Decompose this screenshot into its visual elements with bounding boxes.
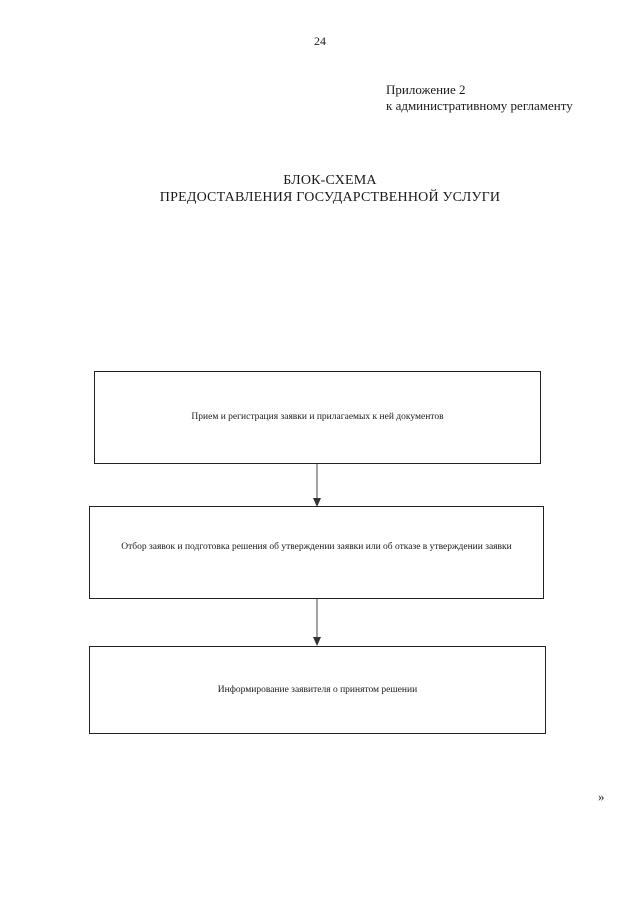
document-heading: [0, 172, 640, 206]
appendix-title: Приложение 2: [386, 82, 466, 97]
flowchart-step-3: [89, 646, 546, 734]
step-1-text: Прием и регистрация заявки и прилагаемых к ней документов: [191, 412, 444, 422]
appendix-note: [386, 82, 573, 114]
page-number: 24: [314, 34, 326, 48]
arrow-step-1-to-2: [311, 464, 323, 508]
heading-line-2: ПРЕДОСТАВЛЕНИЯ ГОСУДАРСТВЕННОЙ УСЛУГИ: [159, 190, 501, 205]
heading-line-1: БЛОК-СХЕМА: [283, 173, 377, 188]
flowchart-step-2: [89, 506, 544, 599]
arrow-step-2-to-3: [311, 599, 323, 647]
closing-quote-mark: »: [598, 789, 605, 804]
flowchart-step-1: [94, 371, 541, 464]
appendix-subtitle: к административному регламенту: [386, 98, 573, 113]
step-2-text: Отбор заявок и подготовка решения об утверждении заявки или об отказе в утверждении заявки: [121, 542, 512, 552]
step-3-text: Информирование заявителя о принятом решении: [217, 684, 418, 695]
